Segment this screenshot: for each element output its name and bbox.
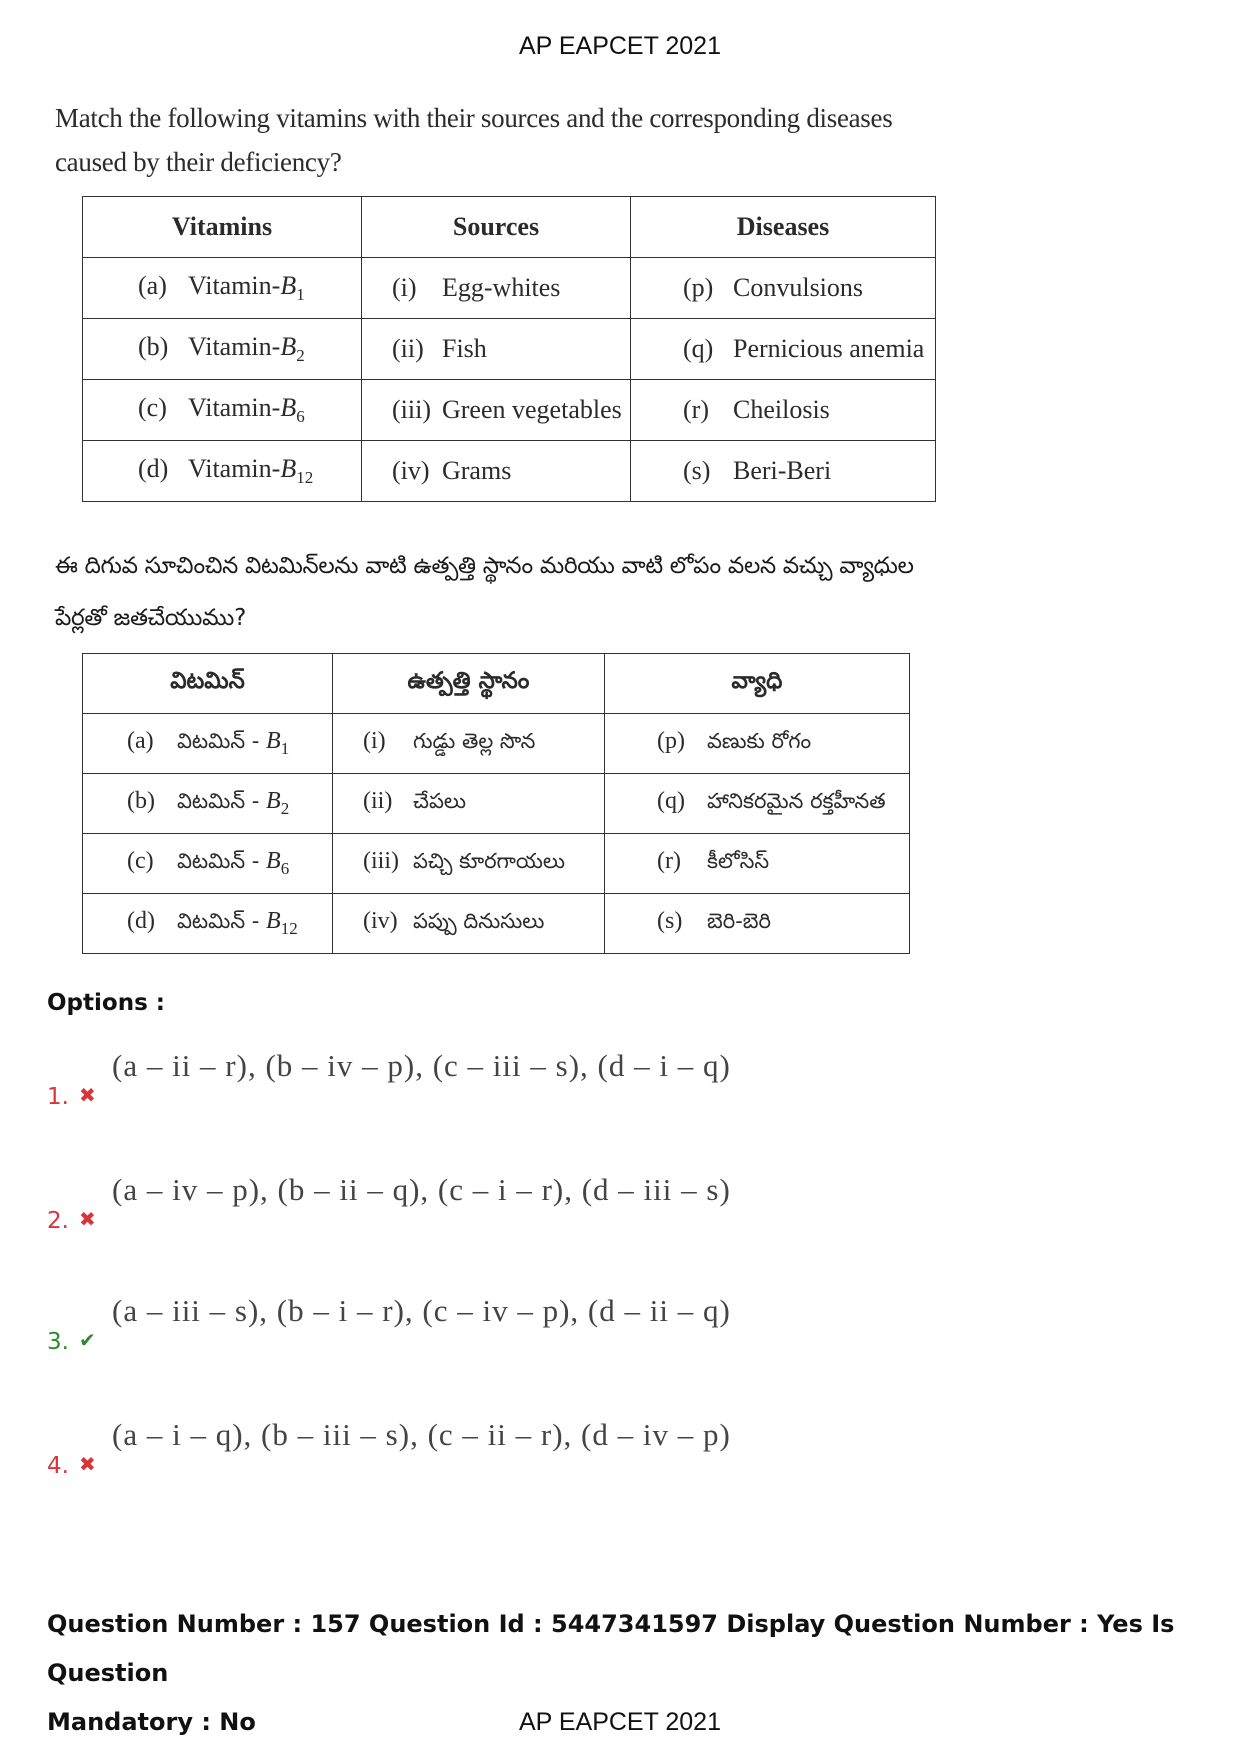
- source-cell: (iii) Green vegetables: [362, 380, 631, 441]
- option-text: (a – i – q), (b – iii – s), (c – ii – r), (d – iv – p): [112, 1417, 731, 1452]
- vitamin-cell: (d) విటమిన్ - $B_{12}$: [83, 894, 333, 954]
- cross-icon: ✖: [79, 1207, 96, 1231]
- question-text-telugu: ఈ దిగువ సూచించిన విటమిన్‌లను వాటి ఉత్పత్తి స్థానం మరియు వాటి లోపం వలన వచ్చు వ్యాధుల పేర్లతో జతచేయుము?: [55, 553, 914, 631]
- column-header-sources: Sources: [362, 197, 631, 258]
- column-header-vitamin: విటమిన్: [83, 654, 333, 714]
- disease-cell: (s) బెరి-బెరి: [605, 894, 910, 954]
- table-row: [83, 714, 910, 774]
- option-3[interactable]: [47, 1293, 947, 1353]
- cross-icon: ✖: [79, 1083, 96, 1107]
- vitamin-cell: (d) Vitamin-$B_{12}$: [83, 441, 362, 502]
- vitamin-cell: (b) Vitamin-$B_2$: [83, 319, 362, 380]
- option-2[interactable]: [47, 1172, 947, 1232]
- disease-cell: (s) Beri-Beri: [631, 441, 936, 502]
- table-row: [83, 319, 936, 380]
- option-number: 4.: [47, 1453, 69, 1479]
- column-header-diseases: Diseases: [631, 197, 936, 258]
- table-row: [83, 258, 936, 319]
- option-number: 1.: [47, 1084, 69, 1110]
- check-icon: ✔: [79, 1328, 96, 1352]
- vitamin-cell: (a) Vitamin-$B_1$: [83, 258, 362, 319]
- option-4[interactable]: [47, 1417, 947, 1477]
- page-header: AP EAPCET 2021: [519, 32, 721, 60]
- column-header-disease: వ్యాధి: [605, 654, 910, 714]
- match-table-telugu: [82, 653, 910, 954]
- question-meta-line: Mandatory : No: [47, 1708, 256, 1736]
- disease-cell: (p) వణుకు రోగం: [605, 714, 910, 774]
- question-text-english: Match the following vitamins with their sources and the corresponding diseases caused by their deficiency?: [55, 103, 893, 177]
- options-label: Options :: [47, 990, 165, 1016]
- table-header-row: [83, 197, 936, 258]
- match-table-english: [82, 196, 936, 502]
- vitamin-cell: (c) విటమిన్ - $B_6$: [83, 834, 333, 894]
- disease-cell: (r) Cheilosis: [631, 380, 936, 441]
- table-header-row: [83, 654, 910, 714]
- source-cell: (iv) Grams: [362, 441, 631, 502]
- disease-cell: (q) Pernicious anemia: [631, 319, 936, 380]
- option-text: (a – iii – s), (b – i – r), (c – iv – p), (d – ii – q): [112, 1293, 731, 1328]
- source-cell: (iii) పచ్చి కూరగాయలు: [333, 834, 605, 894]
- table-row: [83, 774, 910, 834]
- option-text: (a – ii – r), (b – iv – p), (c – iii – s), (d – i – q): [112, 1048, 731, 1083]
- disease-cell: (r) కీలోసిస్: [605, 834, 910, 894]
- source-cell: (ii) Fish: [362, 319, 631, 380]
- table-row: [83, 894, 910, 954]
- option-number: 2.: [47, 1208, 69, 1234]
- option-text: (a – iv – p), (b – ii – q), (c – i – r), (d – iii – s): [112, 1172, 731, 1207]
- vitamin-cell: (c) Vitamin-$B_6$: [83, 380, 362, 441]
- cross-icon: ✖: [79, 1452, 96, 1476]
- option-number: 3.: [47, 1329, 69, 1355]
- option-1[interactable]: [47, 1048, 947, 1108]
- table-row: [83, 380, 936, 441]
- source-cell: (i) Egg-whites: [362, 258, 631, 319]
- disease-cell: (p) Convulsions: [631, 258, 936, 319]
- source-cell: (i) గుడ్డు తెల్ల సొన: [333, 714, 605, 774]
- table-row: [83, 834, 910, 894]
- disease-cell: (q) హానికరమైన రక్తహీనత: [605, 774, 910, 834]
- source-cell: (iv) పప్పు దినుసులు: [333, 894, 605, 954]
- table-row: [83, 441, 936, 502]
- vitamin-cell: (a) విటమిన్ - $B_1$: [83, 714, 333, 774]
- column-header-source: ఉత్పత్తి స్థానం: [333, 654, 605, 714]
- page-footer: AP EAPCET 2021: [519, 1708, 721, 1736]
- column-header-vitamins: Vitamins: [83, 197, 362, 258]
- question-meta-line: Question Number : 157 Question Id : 5447341597 Display Question Number : Yes Is Question: [47, 1610, 1175, 1687]
- source-cell: (ii) చేపలు: [333, 774, 605, 834]
- vitamin-cell: (b) విటమిన్ - $B_2$: [83, 774, 333, 834]
